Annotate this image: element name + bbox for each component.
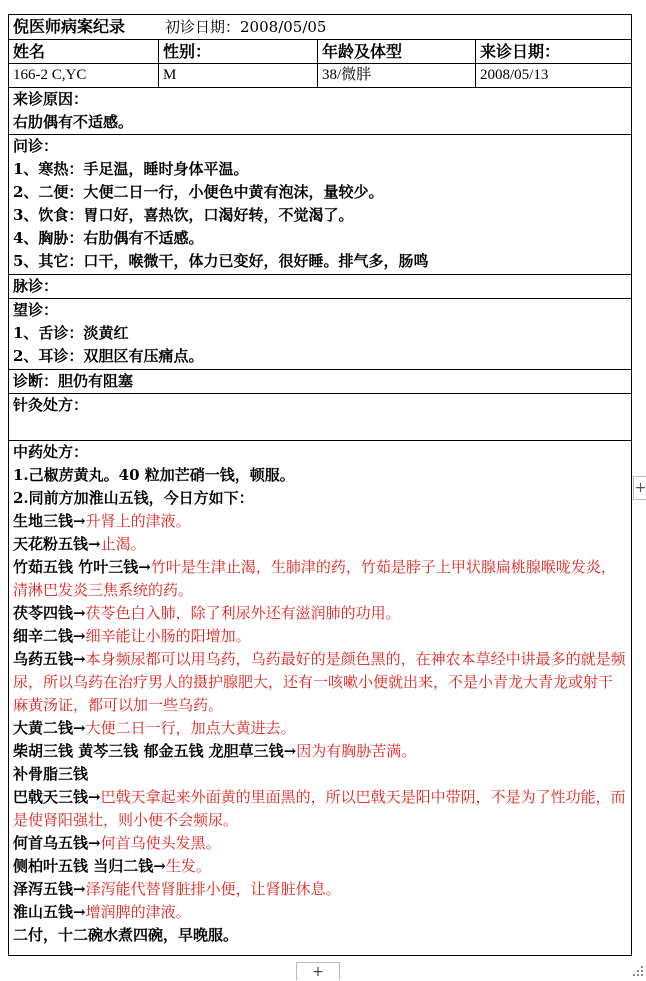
observation-section <box>9 299 632 370</box>
herb-entry <box>13 533 627 556</box>
inquiry-item: 3、饮食：胃口好，喜热饮，口渴好转，不觉渴了。 <box>13 206 354 224</box>
header-visit-date: 来诊日期： <box>476 40 632 64</box>
arrow-icon: → <box>73 604 86 622</box>
herb-name: 乌药五钱 <box>13 650 74 668</box>
diagnosis-section <box>9 370 632 394</box>
record-title: 倪医师病案纪录 <box>13 17 126 36</box>
arrow-icon: → <box>138 558 151 576</box>
arrow-icon: → <box>88 535 101 553</box>
resize-grip-icon[interactable] <box>632 965 644 977</box>
inquiry-label: 问诊： <box>13 137 59 155</box>
herb-entry <box>13 763 627 786</box>
arrow-icon: → <box>73 627 86 645</box>
herb-note: 大便二日一行，加点大黄进去。 <box>85 719 296 737</box>
herb-name: 竹茹五钱 竹叶三钱 <box>13 558 139 576</box>
inquiry-section <box>9 135 632 275</box>
header-name: 姓名 <box>9 40 159 64</box>
herb-entry <box>13 832 627 855</box>
arrow-icon: → <box>73 903 86 921</box>
value-name: 166-2 C,YC <box>9 64 159 88</box>
observation-label: 望诊： <box>13 301 59 319</box>
herb-entry <box>13 602 627 625</box>
reason-section <box>9 88 632 135</box>
herb-name: 大黄二钱 <box>13 719 74 737</box>
herb-name: 淮山五钱 <box>13 903 74 921</box>
herb-entry <box>13 717 627 740</box>
herb-note: 本身频尿都可以用乌药，乌药最好的是颜色黑的，在神农本草经中讲最多的就是频尿，所以乌药在治疗男人的摄护腺肥大，还有一咳嗽小便就出来，不是小青龙大青龙或射干麻黄汤证，都可以加一些乌药。 <box>13 650 626 714</box>
header-sex: 性别： <box>159 40 318 64</box>
herb-name: 补骨脂三钱 <box>13 765 89 783</box>
herb-note: 何首乌使头发黑。 <box>100 834 221 852</box>
observation-item: 1、舌诊：淡黄红 <box>13 324 129 342</box>
arrow-icon: → <box>88 788 101 806</box>
herb-name: 天花粉五钱 <box>13 535 89 553</box>
reason-label: 来诊原因： <box>13 90 89 108</box>
arrow-icon: → <box>283 742 297 760</box>
acupuncture-section <box>9 394 632 441</box>
herb-entry <box>13 901 627 924</box>
herb-entry <box>13 740 627 763</box>
herb-note: 茯苓色白入肺，除了利尿外还有滋润肺的功用。 <box>85 604 401 622</box>
case-record-table <box>8 14 632 956</box>
herb-entry <box>13 510 627 533</box>
herb-name: 生地三钱 <box>13 512 74 530</box>
acupuncture-label: 针灸处方： <box>13 396 89 414</box>
herbal-section <box>9 441 632 956</box>
diagnosis-text: 诊断：胆仍有阻塞 <box>13 372 134 390</box>
observation-item: 2、耳诊：双胆区有压痛点。 <box>13 347 204 365</box>
add-row-button[interactable]: + <box>296 962 340 980</box>
herb-note: 升肾上的津液。 <box>85 512 191 530</box>
value-sex: M <box>159 64 318 88</box>
herb-entry <box>13 625 627 648</box>
herb-name: 巴戟天三钱 <box>13 788 89 806</box>
herb-note: 因为有胸胁苦满。 <box>296 742 417 760</box>
herb-note: 竹叶是生津止渴，生肺津的药，竹茹是脖子上甲状腺扁桃腺喉咙发炎，清淋巴发炎三焦系统的药。 <box>13 558 616 599</box>
herbal-line-1: 1.己椒苈黄丸。40 粒加芒硝一钱，顿服。 <box>13 466 295 484</box>
herb-name: 何首乌五钱 <box>13 834 89 852</box>
herb-name: 细辛二钱 <box>13 627 74 645</box>
inquiry-item: 4、胸胁：右肋偶有不适感。 <box>13 229 204 247</box>
herb-note: 细辛能让小肠的阳增加。 <box>85 627 251 645</box>
herb-name: 茯苓四钱 <box>13 604 74 622</box>
header-age: 年龄及体型 <box>318 40 476 64</box>
herb-note: 泽泻能代替肾脏排小便，让肾脏休息。 <box>85 880 341 898</box>
herb-name: 柴胡三钱 黄芩三钱 郁金五钱 龙胆草三钱 <box>13 742 284 760</box>
herb-list <box>13 510 627 924</box>
arrow-icon: → <box>73 719 86 737</box>
inquiry-item: 1、寒热：手足温，睡时身体平温。 <box>13 160 249 178</box>
herbal-line-2: 2.同前方加淮山五钱，今日方如下： <box>13 489 254 507</box>
pulse-section <box>9 275 632 299</box>
herb-entry <box>13 855 627 878</box>
herbal-closing: 二付，十二碗水煮四碗，早晚服。 <box>13 926 239 944</box>
arrow-icon: → <box>88 834 101 852</box>
arrow-icon: → <box>153 857 166 875</box>
inquiry-item: 2、二便：大便二日一行，小便色中黄有泡沫，量较少。 <box>13 183 384 201</box>
herb-entry <box>13 786 627 832</box>
herb-entry <box>13 878 627 901</box>
arrow-icon: → <box>73 650 86 668</box>
value-visit-date: 2008/05/13 <box>476 64 632 88</box>
herb-name: 侧柏叶五钱 当归二钱 <box>13 857 154 875</box>
arrow-icon: → <box>73 512 86 530</box>
herb-name: 泽泻五钱 <box>13 880 74 898</box>
reason-text: 右肋偶有不适感。 <box>13 113 134 131</box>
title-cell <box>9 15 632 40</box>
herb-note: 生发。 <box>165 857 211 875</box>
value-age: 38/微胖 <box>318 64 476 88</box>
herb-note: 止渴。 <box>100 535 146 553</box>
first-visit-date: 初诊日期：2008/05/05 <box>165 18 327 36</box>
herb-note: 巴戟天拿起来外面黄的里面黑的，所以巴戟天是阳中带阴，不是为了性功能，而是使肾阳强壮，则小便不会频尿。 <box>13 788 626 829</box>
pulse-label: 脉诊： <box>13 277 59 295</box>
arrow-icon: → <box>73 880 86 898</box>
inquiry-item: 5、其它：口干，喉微干，体力已变好，很好睡。排气多，肠鸣 <box>13 252 429 270</box>
herb-entry <box>13 648 627 717</box>
herb-note: 增润脾的津液。 <box>85 903 191 921</box>
herb-entry <box>13 556 627 602</box>
add-column-button[interactable]: + <box>633 476 646 500</box>
herbal-label: 中药处方： <box>13 443 89 461</box>
